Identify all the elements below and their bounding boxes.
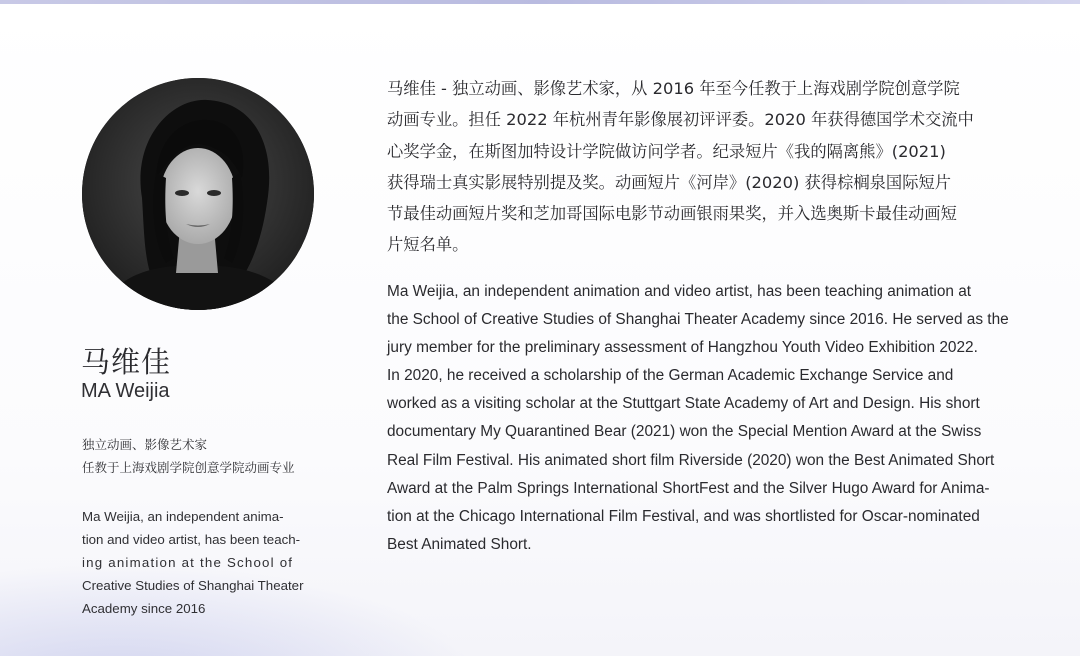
bio-en-line: tion at the Chicago International Film Festival, and was shortlisted for Oscar-nominated [387, 507, 980, 525]
top-divider [0, 0, 1080, 4]
short-bio-line: Ma Weijia, an independent anima- [82, 509, 284, 524]
bio-en-line: jury member for the preliminary assessment of Hangzhou Youth Video Exhibition 2022. [387, 339, 978, 357]
biography-english [387, 278, 1027, 559]
short-bio-english [82, 505, 322, 620]
bio-en-line: Real Film Festival. His animated short film Riverside (2020) won the Best Animated Short [387, 451, 995, 469]
bio-en-line: Award at the Palm Springs International ShortFest and the Silver Hugo Award for Anima- [387, 479, 990, 497]
short-bio-line: Creative Studies of Shanghai Theater [82, 578, 304, 593]
bio-en-line: worked as a visiting scholar at the Stuttgart State Academy of Art and Design. His short [387, 395, 980, 413]
bio-cn-line: 片短名单。 [387, 235, 469, 255]
bio-cn-line: 动画专业。担任 2022 年杭州青年影像展初评评委。2020 年获得德国学术交流中 [387, 110, 974, 130]
bio-cn-line: 心奖学金，在斯图加特设计学院做访问学者。纪录短片《我的隔离熊》(2021) [387, 141, 946, 161]
bio-cn-line: 马维佳 - 独立动画、影像艺术家，从 2016 年至今任教于上海戏剧学院创意学院 [387, 79, 960, 98]
artist-role [82, 433, 295, 479]
bio-en-line: Ma Weijia, an independent animation and video artist, has been teaching animation at [387, 283, 972, 300]
role-line: 独立动画、影像艺术家 [82, 437, 208, 452]
bio-en-line: the School of Creative Studies of Shanghai Theater Academy since 2016. He served as the [387, 311, 1009, 329]
role-line: 任教于上海戏剧学院创意学院动画专业 [82, 460, 295, 475]
bio-en-line: Best Animated Short. [387, 535, 532, 553]
bio-cn-line: 节最佳动画短片奖和芝加哥国际电影节动画银雨果奖，并入选奥斯卡最佳动画短 [387, 204, 957, 224]
portrait-illustration [82, 78, 314, 310]
short-bio-line: ing animation at the School of [82, 555, 294, 570]
short-bio-line: tion and video artist, has been teach- [82, 532, 301, 547]
portrait-photo [82, 78, 314, 310]
bio-en-line: In 2020, he received a scholarship of the German Academic Exchange Service and [387, 367, 954, 385]
bio-cn-line: 获得瑞士真实影展特别提及奖。动画短片《河岸》(2020) 获得棕榈泉国际短片 [387, 172, 952, 192]
artist-name-english: MA Weijia [81, 380, 170, 402]
short-bio-line: Academy since 2016 [82, 601, 206, 616]
biography-chinese [387, 73, 1027, 261]
bio-en-line: documentary My Quarantined Bear (2021) won the Special Mention Award at the Swiss [387, 423, 982, 441]
artist-name-chinese: 马维佳 [81, 345, 172, 379]
